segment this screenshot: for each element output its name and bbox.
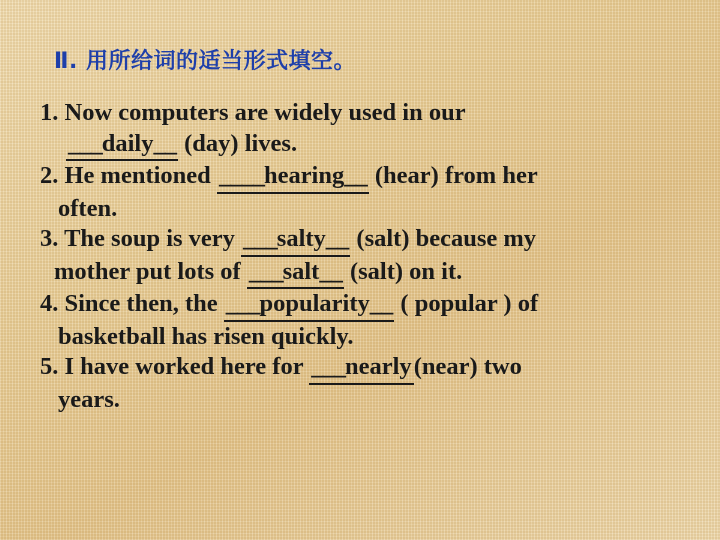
item-number: 5.	[40, 353, 59, 380]
item-text: The soup is very	[64, 225, 235, 252]
blank-lead: ___	[311, 353, 345, 380]
item-number: 1.	[40, 99, 59, 126]
list-item-continued	[40, 129, 690, 162]
blank-lead: ___	[68, 129, 102, 157]
list-item-continued: years.	[58, 385, 120, 413]
answer-blank	[247, 257, 344, 290]
page-title: Ⅱ. 用所给词的适当形式填空。	[54, 49, 357, 74]
exercise-list	[40, 98, 690, 415]
list-item	[40, 352, 690, 385]
item-text: I have worked here for	[64, 353, 304, 380]
answer-blank	[241, 224, 350, 257]
item-hint: (salt) because my	[356, 225, 537, 252]
item-text: Now computers are widely used in our	[64, 99, 466, 126]
list-item-continued	[40, 257, 690, 290]
answer-text: salt	[282, 257, 320, 285]
blank-trail: __	[325, 225, 349, 252]
answer-text: salty	[276, 225, 326, 252]
answer-blank	[224, 289, 395, 322]
blank-lead: ___	[243, 225, 277, 252]
item-hint: (hear) from her	[374, 162, 538, 189]
list-item	[40, 289, 690, 322]
item-number: 4.	[40, 290, 59, 317]
list-item	[40, 98, 690, 129]
blank-trail: __	[369, 290, 393, 317]
answer-text: nearly	[345, 353, 412, 380]
blank-trail: __	[153, 129, 176, 157]
blank-trail: __	[319, 257, 342, 285]
item-text: Since then, the	[64, 290, 218, 317]
item-text: mother put lots of	[54, 257, 241, 285]
item-hint: (day) lives.	[184, 129, 298, 157]
item-text: He mentioned	[64, 162, 211, 189]
list-item-continued: often.	[58, 194, 118, 222]
blank-lead: ____	[218, 162, 264, 189]
blank-trail: __	[344, 162, 367, 189]
answer-text: popularity	[259, 290, 370, 317]
answer-blank	[217, 161, 369, 194]
item-hint: (salt) on it.	[349, 257, 463, 285]
answer-text: daily	[101, 129, 154, 157]
answer-blank	[309, 352, 413, 385]
list-item	[40, 224, 690, 257]
item-number: 2.	[40, 162, 59, 189]
list-item-continued: basketball has risen quickly.	[58, 322, 354, 350]
list-item	[40, 161, 690, 194]
item-hint: ( popular ) of	[400, 290, 539, 317]
answer-blank	[66, 129, 178, 162]
blank-lead: ___	[248, 257, 283, 285]
item-hint: (near) two	[413, 353, 522, 380]
blank-lead: ___	[225, 290, 260, 317]
answer-text: hearing	[263, 162, 345, 189]
item-number: 3.	[40, 225, 59, 252]
